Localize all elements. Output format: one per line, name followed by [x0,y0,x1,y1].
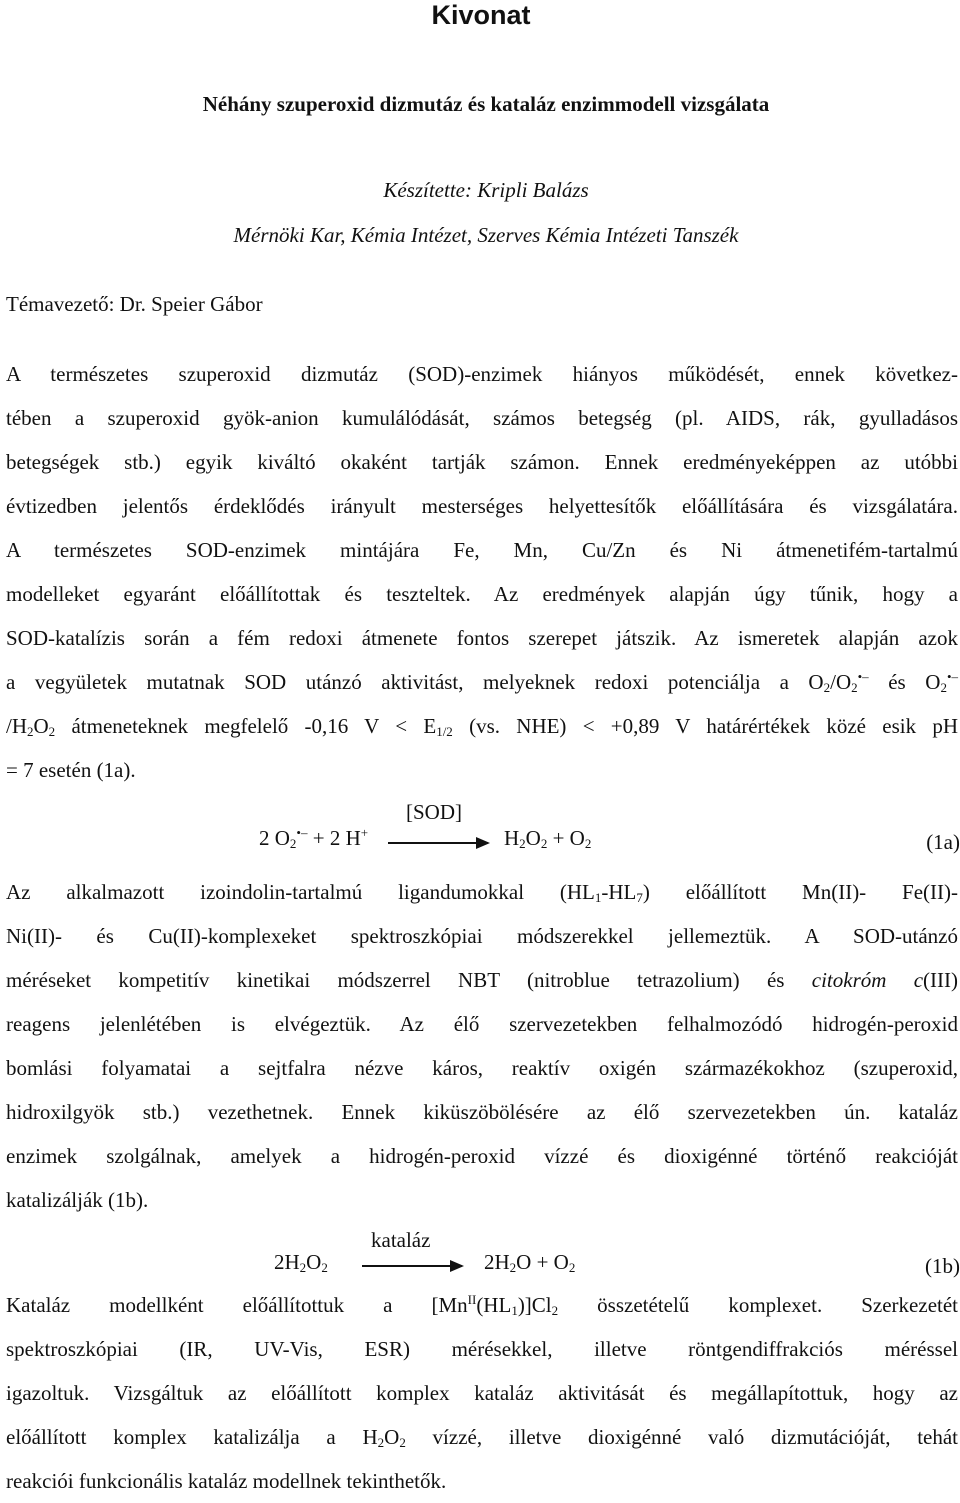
eq-reactants: 2 $O_2^{•-} + 2$ H+ [259,825,369,851]
text-line: igazoltuk. Vizsgáltuk az előállított komplex kataláz aktivitását és megállapítottuk, hogy az [6,1381,958,1405]
paragraph-3 [6,1283,958,1503]
equation-number: (1b) [925,1254,960,1278]
text-line: SOD-katalízis során a fém redoxi átmenete fontos szerepet játszik. Az ismeretek alapján azok [6,626,958,650]
equation-number: (1a) [926,830,960,854]
text-line: katalizálják (1b). [6,1188,149,1212]
eq-products: $H_2O_2 + O_2$ [504,826,592,851]
text-line: A természetes szuperoxid dizmutáz (SOD)-enzimek hiányos működését, ennek következ- [6,362,958,386]
text-line: modelleket egyaránt előállítottak és teszteltek. Az eredmények alapján úgy tűnik, hogy a [6,582,958,606]
reaction-arrow [388,842,488,844]
paragraph-1 [6,352,958,792]
eq-reactants: $2H_2O_2$ [274,1250,328,1275]
text-line: A természetes SOD-enzimek mintájára Fe, Mn, Cu/Zn és Ni átmenetifém-tartalmú [6,538,958,562]
text-line: Ni(II)- és Cu(II)-komplexeket spektroszkópiai módszerekkel jellemeztük. A SOD-utánzó [6,924,958,948]
affiliation-line: Mérnöki Kar, Kémia Intézet, Szerves Kémia Intézeti Tanszék [233,223,739,247]
page-title: Kivonat [431,0,531,30]
text-line: hidroxilgyök stb.) vezethetnek. Ennek kiküszöbölésére az élő szervezetekben ún. kataláz [6,1100,958,1124]
text-line: = 7 esetén (1a). [6,758,136,782]
text-line: Az alkalmazott izoindolin-tartalmú ligandumokkal $(HL_1-HL_7)$ előállított Mn(II)- Fe(II)- [6,880,958,905]
equation-1a [6,800,960,860]
eq-catalyst-label: [SOD] [406,800,462,824]
text-line: $/H_2O_2$ átmeneteknek megfelelő -0,16 $V < E_{1/2}$ (vs. NHE) < +0,89 V határértékek közé esik pH [6,714,959,739]
text-line: tében a szuperoxid gyök-anion kumulálódását, számos betegség (pl. AIDS, rák, gyulladásos [6,406,958,430]
text-line: évtizedben jelentős érdeklődés irányult mesterséges helyettesítők előállítására és vizsgálatára. [6,494,958,518]
paragraph-2 [6,870,958,1222]
text-line: a vegyületek mutatnak SOD utánzó aktivitást, melyeknek redoxi potenciálja a $O_2/O_2^{•-}$ és $O_2^{•-}$ [6,669,958,695]
text-line: méréseket kompetitív kinetikai módszerrel NBT (nitroblue tetrazolium) és citokróm c(III) [6,968,958,992]
text-line: reakciói funkcionális kataláz modellnek tekinthetők. [6,1469,447,1493]
text-line: reagens jelenlétében is elvégeztük. Az élő szervezetekben felhalmozódó hidrogén-peroxid [6,1012,958,1036]
text-line: spektroszkópiai (IR, UV-Vis, ESR) mérésekkel, illetve röntgendiffrakciós méréssel [6,1337,958,1361]
text-line: Kataláz modellként előállítottuk a $[Mn^{II}(HL_1)]Cl_2$ összetételű komplexet. Szerkezetét [6,1292,959,1318]
text-line: betegségek stb.) egyik kiváltó okaként tartják számon. Ennek eredményeképpen az utóbbi [6,450,958,474]
supervisor-line: Témavezető: Dr. Speier Gábor [6,292,263,316]
text-line: bomlási folyamatai a sejtfalra nézve káros, reaktív oxigén származékokhoz (szuperoxid, [6,1056,958,1080]
eq-products: $2H_2O + O_2$ [484,1250,576,1275]
equation-1b [6,1228,960,1288]
text-line: enzimek szolgálnak, amelyek a hidrogén-peroxid vízzé és dioxigénné történő reakcióját [6,1144,958,1168]
reaction-arrow [362,1265,462,1267]
subtitle: Néhány szuperoxid dizmutáz és kataláz enzimmodell vizsgálata [202,92,770,116]
eq-catalyst-label: kataláz [371,1228,431,1252]
author-line: Készítette: Kripli Balázs [383,178,589,202]
text-line: előállított komplex katalizálja a $H_2O_2$ vízzé, illetve dioxigénné való dizmutációját, tehát [6,1425,959,1450]
